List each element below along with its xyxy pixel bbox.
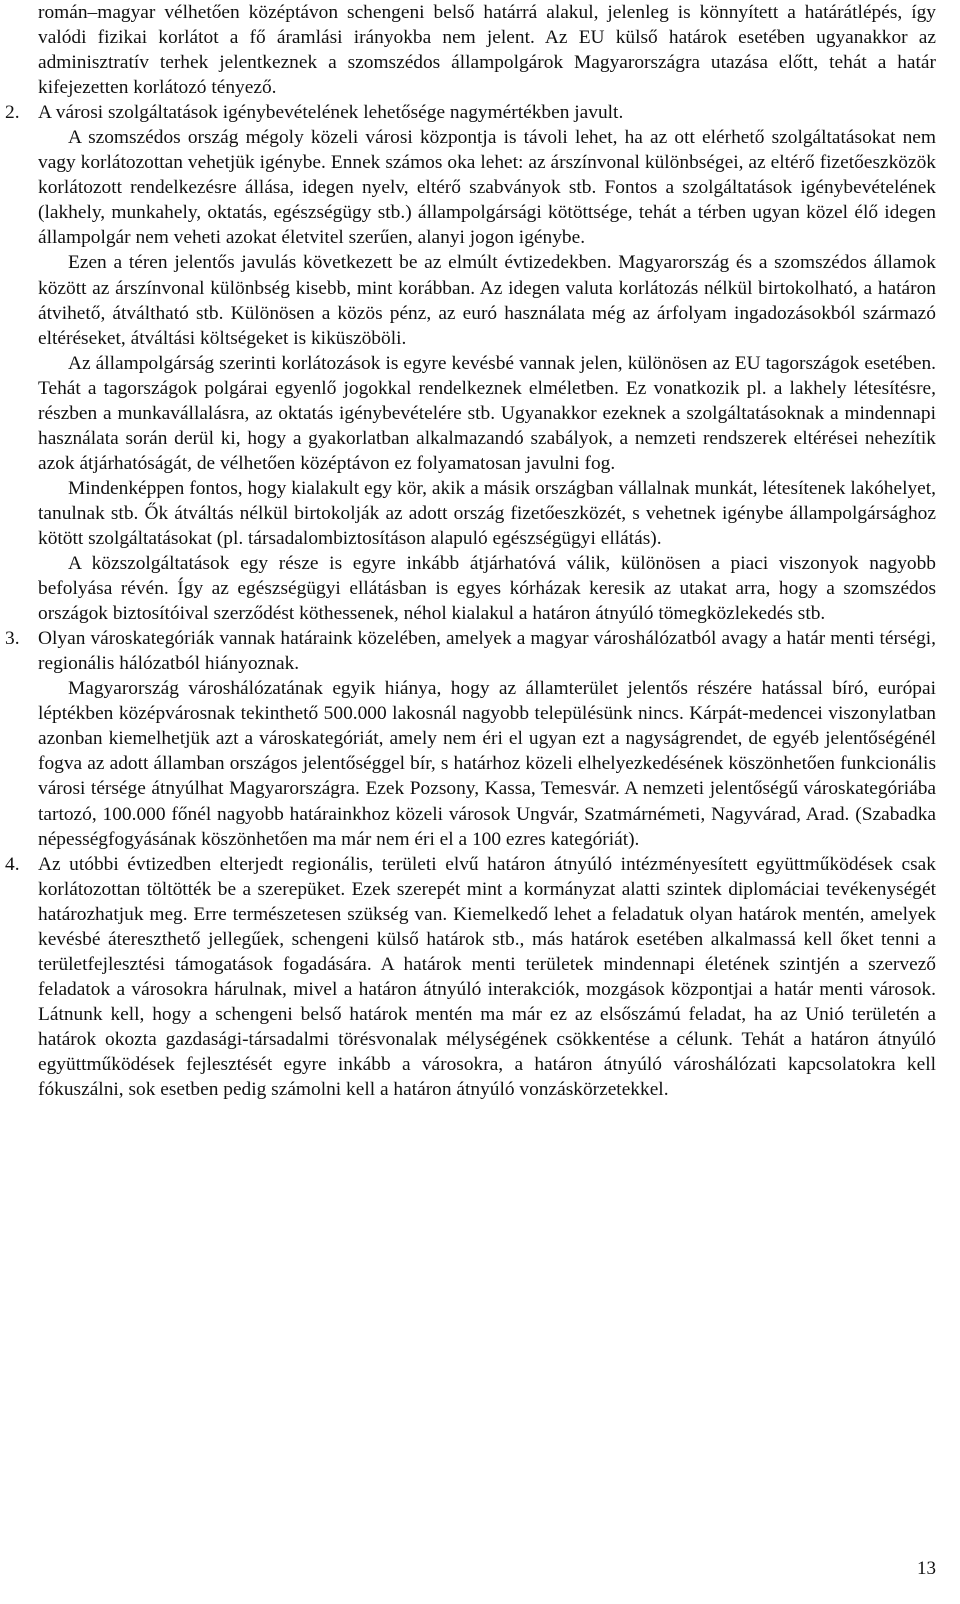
document-page — [5, 0, 936, 1102]
page-number: 13 — [917, 1558, 936, 1579]
item-heading: Az utóbbi évtizedben elterjedt regionális, területi elvű határon átnyúló intézményesített együttműködések csak korlátozottan töltötték be a szerepüket. Ezek szerepét mint a kormányzat alatti szintek diplomáciai tevékenységét határozhatjuk meg. Erre természetesen szükség van. Kiemelkedő lehet a feladatuk olyan határok mentén, amelyek kevésbé átereszthető jellegűek, schengeni külső határok stb., más határok esetében alkalmassá kell őket tenni a területfejlesztési támogatások fogadására. A határok menti területek mindennapi életének szintjén a szervező feladatok a városokra hárulnak, mivel a határon átnyúló interakciók, mozgások központjai a határ menti városok. Látnunk kell, hogy a schengeni belső határok mentén ma már ez az elsőszámú feladat, ha az Unió területén a határok okozta gazdasági-társadalmi törésvonalak mélységének csökkentése a célunk. Tehát a határon átnyúló együttműködések fejlesztését egyre inkább a városokra, a határon átnyúló városhálózati kapcsolatokra kell fókuszálni, sok esetben pedig számolni kell a határon átnyúló vonzáskörzetekkel. — [38, 853, 936, 1101]
item-number: 3. — [5, 628, 20, 650]
body-paragraph: Az állampolgárság szerinti korlátozások is egyre kevésbé vannak jelen, különösen az EU tagországok esetében. Tehát a tagországok polgárai egyenlő jogokkal rendelkeznek elméletben. Ez vonatkozik pl. a lakhely létesítésre, részben a munkavállalásra, az oktatás igénybevételére stb. Ugyanakkor ezeknek a szolgáltatásoknak a mindennapi használata során derül ki, hogy a gyakorlatban alkalmazandó szabályok, a nemzeti rendszerek eltérései nehezítik azok átjárhatóságát, de vélhetően középtávon ez folyamatosan javulni fog. — [38, 352, 936, 474]
body-paragraph: A közszolgáltatások egy része is egyre inkább átjárhatóvá válik, különösen a piaci viszonyok nagyobb befolyása révén. Így az egészségügyi ellátásban is egyes kórházak keresik az utakat arra, hogy a szomszédos országok biztosítóival szerződést köthessenek, néhol kialakul a határon átnyúló tömegközlekedés stb. — [38, 553, 936, 625]
intro-paragraph: román–magyar vélhetően középtávon schengeni belső határrá alakul, jelenleg is könnyített a határátlépés, így valódi fizikai korlátot a fő áramlási irányokba nem jelent. Az EU külső határok esetében ugyanakkor az adminisztratív terhek jelentkeznek a szomszédos állampolgárok Magyarországra utazása előtt, tehát a határ kifejezetten korlátozó tényező. — [38, 2, 936, 99]
item-number: 2. — [5, 102, 20, 124]
list-item-2 — [5, 100, 936, 626]
item-number: 4. — [5, 853, 20, 875]
body-paragraph: Ezen a téren jelentős javulás következett be az elmúlt évtizedekben. Magyarország és a szomszédos államok között az árszínvonal különbség kisebb, mint korábban. Az idegen valuta korlátozás nélkül birtokolható, a határon átvihető, átváltható stb. Különösen a közös pénz, az euró használata még az árfolyam ingadozásokból származó eltéréseket, átváltási költségeket is kiküszöböli. — [38, 252, 936, 349]
body-paragraph: A szomszédos ország mégoly közeli városi központja is távoli lehet, ha az ott elérhető szolgáltatásokat nem vagy korlátozottan vehetjük igénybe. Ennek számos oka lehet: az árszínvonal különbségei, az eltérő fizetőeszközök korlátozott rendelkezésre állása, idegen nyelv, eltérő szabványok stb. Fontos a szolgáltatások igénybevételének (lakhely, munkahely, oktatás, egészségügy stb.) állampolgársági kötöttsége, tehát a térben ugyan közel élő idegen állampolgár nem veheti azokat életvitel szerűen, alanyi jogon igénybe. — [38, 127, 936, 249]
item-heading: Olyan városkategóriák vannak határaink közelében, amelyek a magyar városhálózatból avagy a határ menti térségi, regionális hálózatból hiányoznak. — [38, 628, 936, 675]
body-paragraph: Mindenképpen fontos, hogy kialakult egy kör, akik a másik országban vállalnak munkát, létesítenek lakóhelyet, tanulnak stb. Ők átváltás nélkül birtokolják az adott ország fizetőeszközét, s vehetnek igénybe állampolgársághoz kötött szolgáltatásokat (pl. társadalombiztosításon alapuló egészségügyi ellátás). — [38, 477, 936, 549]
list-item-4 — [5, 852, 936, 1102]
item-heading: A városi szolgáltatások igénybevételének lehetősége nagymértékben javult. — [38, 102, 624, 124]
body-paragraph: Magyarország városhálózatának egyik hiánya, hogy az államterület jelentős részére hatással bíró, európai léptékben középvárosnak tekinthető 500.000 lakosnál nagyobb településünk nincs. Kárpát-medencei viszonylatban azonban kiemelhetjük azt a városkategóriát, amely nem éri el ugyan ezt a nagyságrendet, de egyéb jelentőségénél fogva az adott államban országos jelentőséggel bír, s határhoz közeli elhelyezkedésének köszönhetően funkcionális városi térsége átnyúlhat Magyarországra. Ezek Pozsony, Kassa, Temesvár. A nemzeti jelentőségű városkategóriába tartozó, 100.000 főnél nagyobb határainkhoz közeli városok Ungvár, Szatmárnémeti, Nagyvárad, Arad. (Szabadka népességfogyásának köszönhetően ma már nem éri el a 100 ezres kategóriát). — [38, 678, 936, 850]
list-item-3 — [5, 626, 936, 851]
